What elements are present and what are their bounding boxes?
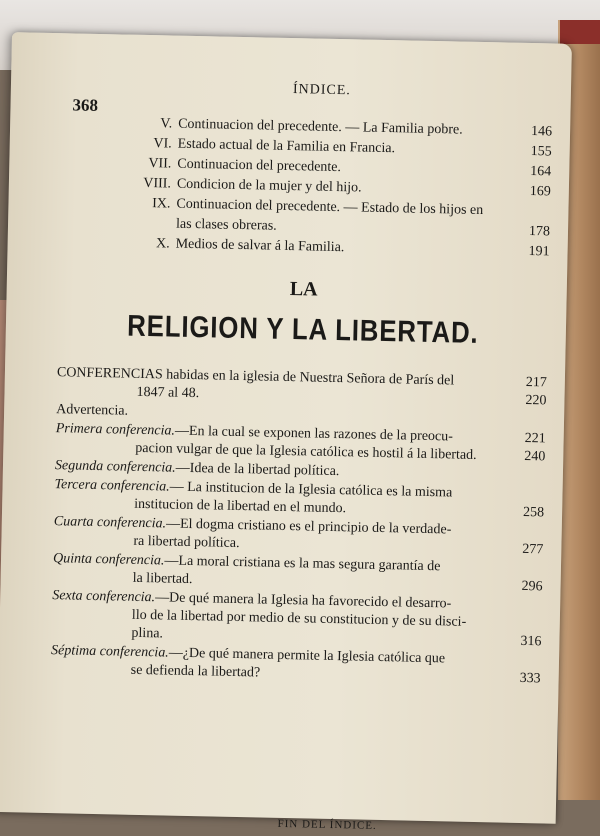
index-text: Continuacion del precedente. — La Familia pobre. [178,116,463,138]
entry-line: — La institucion de la Iglesia católica es la misma [169,479,453,501]
entry-line: plina. [131,625,164,642]
entry-label: Segunda conferencia. [54,458,176,476]
entry-line: se defienda la libertad? [130,662,261,681]
entry-page: 296 [521,578,543,595]
entry-line: institucion de la libertad en el mundo. [134,496,347,517]
index-num: VIII. [143,175,172,192]
conference-entries [51,364,547,688]
index-text: Continuacion del precedente. [177,156,342,176]
index-page: 178 [528,224,551,240]
index-page: 155 [530,144,552,160]
entry-line: pacion vulgar de que la Iglesia católica es hostil á la libertad. [135,440,477,463]
entry-sexta [51,587,542,651]
index-text: las clases obreras. [175,216,277,234]
entry-line: CONFERENCIAS habidas en la iglesia de Nuestra Señora de París del [56,365,455,389]
entry-page: 277 [522,541,544,558]
book-page [0,32,572,832]
index-page: 164 [530,164,552,180]
index-page [511,203,551,204]
page-content [50,73,554,832]
entry-line: 1847 al 48. [136,384,200,402]
page-number: 368 [72,95,99,115]
entry-label: Quinta conferencia. [52,551,165,569]
entry-label: Tercera conferencia. [54,477,170,495]
index-num: VII. [148,156,172,172]
section-article: LA [289,278,318,301]
index-page: 191 [528,244,550,260]
index-text: Medios de salvar á la Familia. [175,236,345,256]
index-num [60,213,176,215]
entry-label: Primera conferencia. [55,421,176,439]
entry-line: —De qué manera la Iglesia ha favorecido el desarro- [154,590,452,612]
index-page: 146 [530,124,553,140]
index-num: VI. [153,136,172,152]
index-num: IX. [152,196,171,212]
entry-line: llo de la libertad por medio de su constitucion y de su disci- [131,607,467,630]
entry-line: —En la cual se exponen las razones de la preocu- [174,423,454,445]
end-of-index: FIN DEL ÍNDICE. [277,817,377,832]
entry-line: —¿De qué manera permite la Iglesia católica que [168,645,446,667]
index-text: Estado actual de la Familia en Francia. [177,136,396,157]
entry-page: 217 [525,374,547,391]
running-head: ÍNDICE. [292,82,352,99]
book-cover-spine-red [560,20,600,44]
entry-page: 220 [525,392,547,409]
section-title: RELIGION Y LA LIBERTAD. [126,309,479,350]
entry-page: 258 [522,504,545,521]
entry-label: Sexta conferencia. [52,588,156,606]
index-text: Condicion de la mujer y del hijo. [176,176,362,196]
entry-line: —El dogma cristiano es el principio de la verdade- [165,516,452,538]
entry-label: Séptima conferencia. [50,643,169,661]
entry-page: 316 [520,633,542,650]
entry-line: —La moral cristiana es la mas segura garantía de [164,553,441,575]
entry-line: ra libertad política. [133,533,240,552]
index-top-list [59,113,552,261]
index-text: Continuacion del precedente. — Estado de los hijos en [176,196,484,219]
entry-label: Cuarta conferencia. [53,514,167,532]
entry-page: 221 [524,430,546,447]
entry-line: —Idea de la libertad política. [175,460,340,480]
index-num: V. [160,116,173,132]
entry-line: Advertencia. [56,402,129,419]
entry-page: 333 [519,670,541,687]
entry-line: la libertad. [132,570,193,588]
index-num: X. [155,236,170,252]
index-page: 169 [529,184,551,200]
entry-page: 240 [524,448,546,465]
